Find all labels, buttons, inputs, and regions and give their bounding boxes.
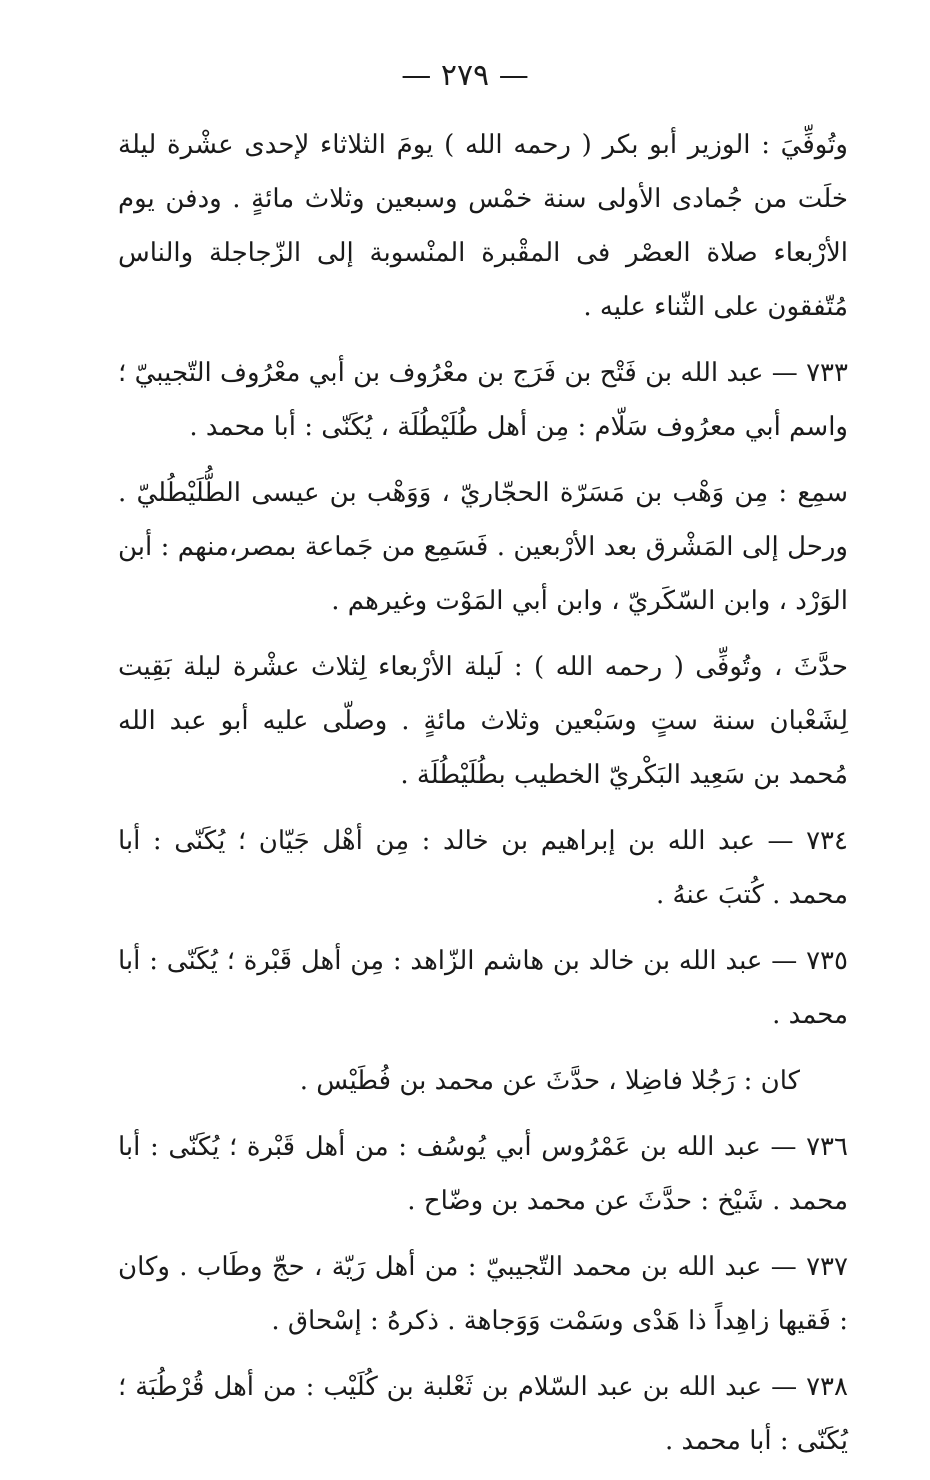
paragraph: وتُوفِّيَ : الوزير أبو بكر ( رحمه الله ) يومَ الثلاثاء لإحدى عشْرة ليلة خلَت من جُمادى الأولى سنة خمْس وسبعين وثلاث مائةٍ . ودفن يوم الأرْبعاء صلاة العصْر فى المقْبرة المنْسوبة إلى الزّجاجلة والناس مُتّفقون على الثّناء عليه . <box>118 130 848 322</box>
entry-736: ٧٣٦ — عبد الله بن عَمْرُوس أبي يُوسُف : من أهل قَبْرة ؛ يُكَنّى : أبا محمد . شَيْخ : حدَّثَ عن محمد بن وضّاح . <box>118 1132 848 1216</box>
paragraph: سمِع : مِن وَهْب بن مَسَرّة الحجّاريّ ، وَوَهْب بن عيسى الطُّلَيْطُليّ . ورحل إلى المَشْرق بعد الأرْبعين . فَسَمِع من جَماعة بمصر،منهم : أبن الوَرْد ، وابن السّكَريّ ، وابن أبي المَوْت وغيرهم . <box>118 478 848 616</box>
page-number: — ٢٧٩ — <box>401 58 529 93</box>
entry-737: ٧٣٧ — عبد الله بن محمد التّجيبيّ : من أهل رَيّة ، حجّ وطَاب . وكان : فَقيها زاهِداً ذا هَدْى وسَمْت وَوَجاهة . ذكرهُ : إسْحاق . <box>118 1252 848 1336</box>
paragraph: كان : رَجُلا فاضِلا ، حدَّثَ عن محمد بن فُطَيْس . <box>299 1066 800 1096</box>
page-text <box>118 118 848 1480</box>
entry-738: ٧٣٨ — عبد الله بن عبد السّلام بن ثَعْلبة بن كُلَيْب : من أهل قُرْطُبَة ؛ يُكَنّى : أبا محمد . <box>118 1372 848 1456</box>
paragraph: حدَّثَ ، وتُوفِّى ( رحمه الله ) : لَيلة الأرْبعاء لِثلاث عشْرة ليلة بَقِيت لِشَعْبان سنة ستٍ وسَبْعين وثلاث مائةٍ . وصلّى عليه أبو عبد الله مُحمد بن سَعِيد البَكْريّ الخطيب بطُلَيْطُلَة . <box>118 652 848 790</box>
entry-734: ٧٣٤ — عبد الله بن إبراهيم بن خالد : مِن أهْل جَيّان ؛ يُكَنّى : أبا محمد . كُتبَ عنهُ . <box>118 826 848 910</box>
entry-733: ٧٣٣ — عبد الله بن فَتْح بن فَرَج بن معْرُوف بن أبي معْرُوف التّجيبيّ ؛ واسم أبي معرُوف سَلّام : مِن أهل طُلَيْطُلَة ، يُكَنّى : أبا محمد . <box>118 358 848 442</box>
entry-735: ٧٣٥ — عبد الله بن خالد بن هاشم الزّاهد : مِن أهل قَبْرة ؛ يُكَنّى : أبا محمد . <box>118 946 848 1030</box>
